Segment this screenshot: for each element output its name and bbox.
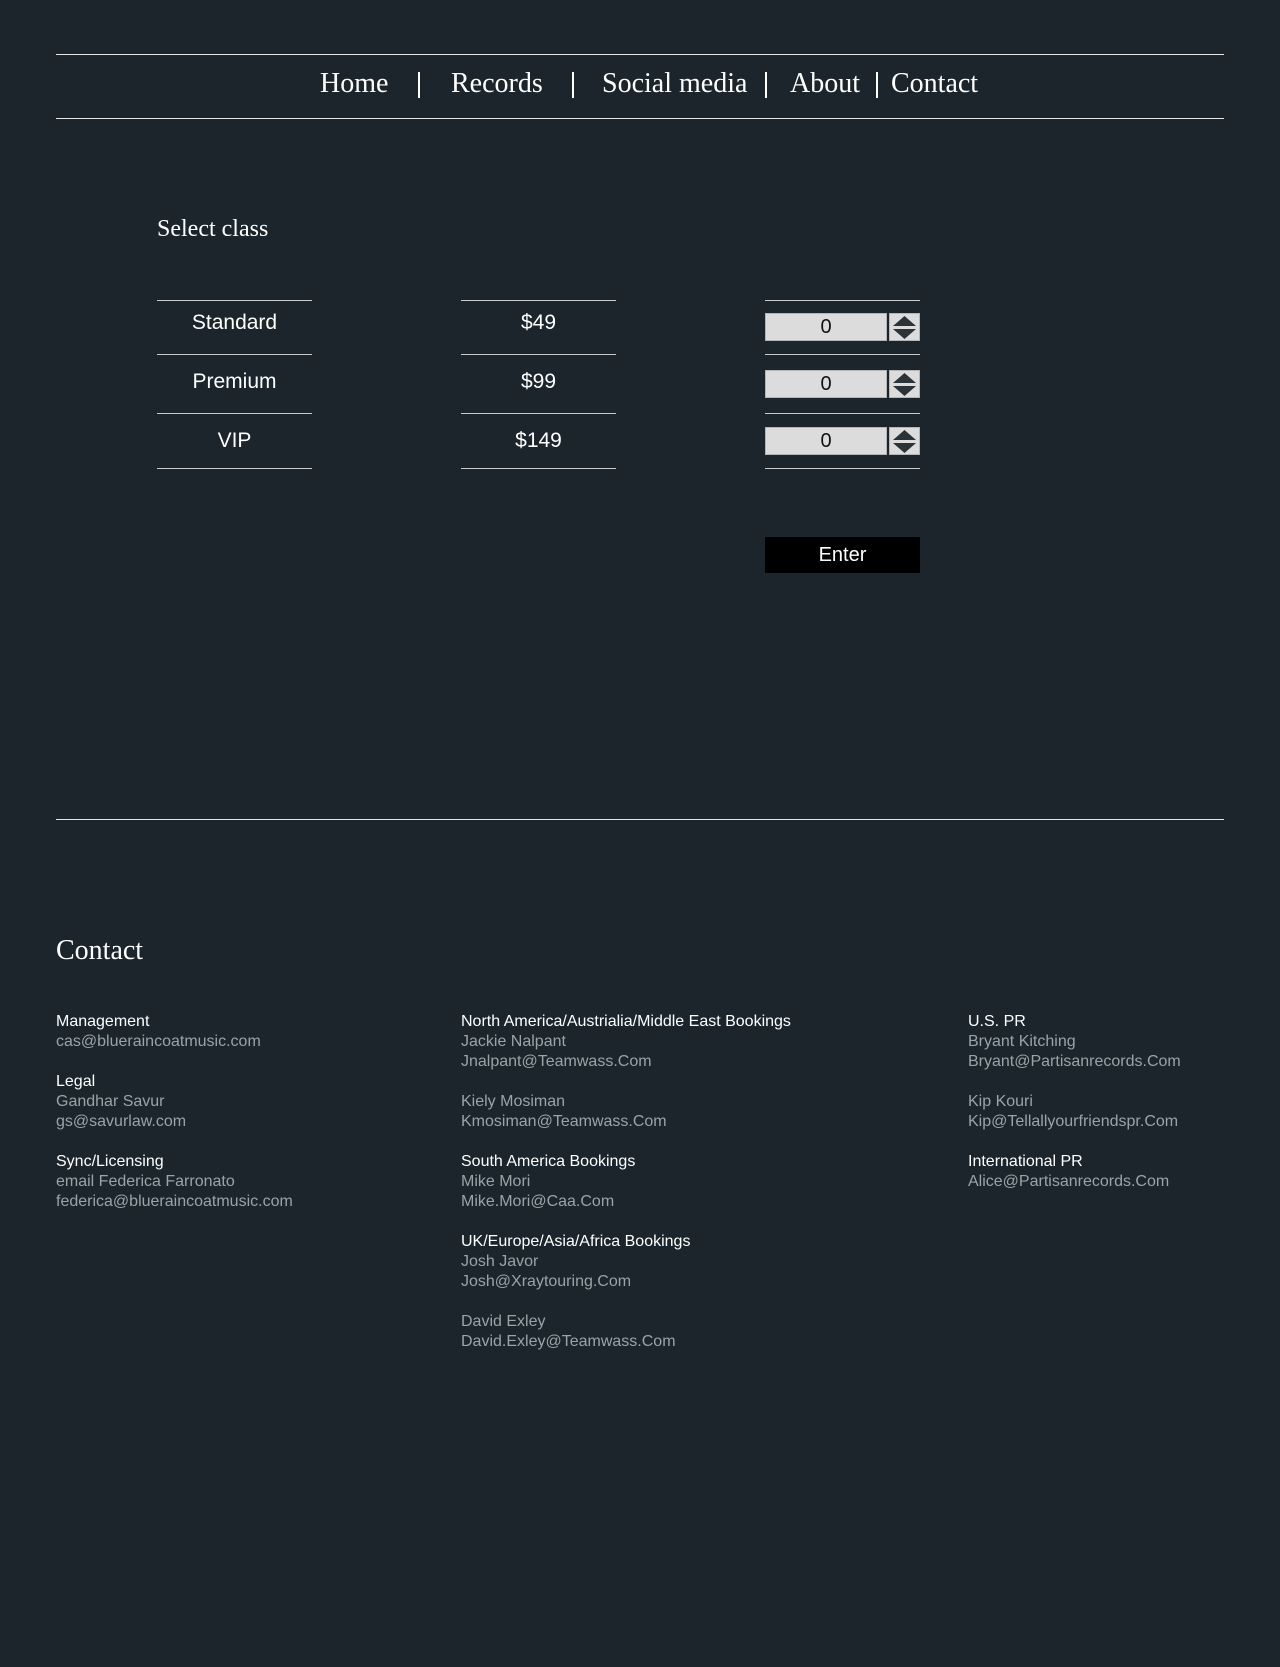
contact-name: Jackie Nalpant [461,1033,566,1050]
quantity-stepper-premium [765,370,920,398]
contact-email[interactable]: Jnalpant@Teamwass.Com [461,1053,652,1070]
contact-email[interactable]: David.Exley@Teamwass.Com [461,1333,676,1350]
contact-column-1 [56,1012,293,1232]
contact-label: South America Bookings [461,1153,636,1170]
contact-name: David Exley [461,1313,546,1330]
contact-group-us-pr-2 [968,1092,1181,1132]
section-divider [56,819,1224,820]
contact-email[interactable]: gs@savurlaw.com [56,1113,187,1130]
decrement-arrow-icon[interactable] [892,328,917,340]
select-class-title: Select class [157,216,269,242]
stepper-buttons [889,427,920,455]
row-divider [765,468,920,469]
contact-column-2 [461,1012,791,1372]
quantity-input-vip[interactable] [765,427,887,455]
row-divider [157,468,312,469]
nav-separator [572,72,574,98]
class-name-standard: Standard [191,311,278,334]
row-divider [765,354,920,355]
row-divider [461,354,616,355]
stepper-buttons [889,370,920,398]
row-divider [157,413,312,414]
increment-arrow-icon[interactable] [892,315,917,327]
contact-group-us-pr [968,1012,1181,1072]
contact-group-international-pr [968,1152,1181,1192]
nav-contact[interactable]: Contact [891,68,979,99]
nav-top-rule [56,54,1224,55]
contact-name: Josh Javor [461,1253,539,1270]
row-divider [157,354,312,355]
quantity-stepper-standard [765,313,920,341]
contact-label: North America/Austrialia/Middle East Bookings [461,1013,791,1030]
contact-name: Mike Mori [461,1173,531,1190]
contact-group-legal [56,1072,293,1132]
quantity-input-standard[interactable] [765,313,887,341]
nav-bottom-rule [56,118,1224,119]
stepper-buttons [889,313,920,341]
contact-group-na-bookings [461,1012,791,1072]
increment-arrow-icon[interactable] [892,372,917,384]
contact-email[interactable]: cas@blueraincoatmusic.com [56,1033,261,1050]
contact-group-na-bookings-2 [461,1092,791,1132]
contact-email[interactable]: Kip@Tellallyourfriendspr.Com [968,1113,1179,1130]
nav-about[interactable]: About [790,68,860,99]
row-divider [765,300,920,301]
row-divider [157,300,312,301]
contact-label: Sync/Licensing [56,1153,164,1170]
contact-name: Bryant Kitching [968,1033,1076,1050]
nav-separator [876,72,878,98]
contact-group-sync [56,1152,293,1212]
contact-column-3 [968,1012,1181,1212]
contact-name: Gandhar Savur [56,1093,165,1110]
contact-email[interactable]: Alice@Partisanrecords.Com [968,1173,1170,1190]
contact-group-uk-bookings [461,1232,791,1292]
row-divider [461,300,616,301]
contact-email[interactable]: Mike.Mori@Caa.Com [461,1193,615,1210]
price-standard: $49 [520,311,557,334]
increment-arrow-icon[interactable] [892,429,917,441]
contact-label: Management [56,1013,150,1030]
contact-label: Legal [56,1073,96,1090]
contact-title: Contact [56,935,144,966]
row-divider [461,468,616,469]
nav-social-media[interactable]: Social media [602,68,748,99]
row-divider [765,413,920,414]
nav-separator [765,72,767,98]
contact-email[interactable]: Bryant@Partisanrecords.Com [968,1053,1181,1070]
class-name-premium: Premium [192,370,277,393]
decrement-arrow-icon[interactable] [892,385,917,397]
contact-name: Kip Kouri [968,1093,1033,1110]
contact-email[interactable]: federica@blueraincoatmusic.com [56,1193,293,1210]
contact-label: UK/Europe/Asia/Africa Bookings [461,1233,691,1250]
contact-group-management [56,1012,293,1052]
quantity-input-premium[interactable] [765,370,887,398]
nav-records[interactable]: Records [451,68,543,99]
row-divider [461,413,616,414]
enter-button[interactable]: Enter [765,537,920,573]
nav-separator [418,72,420,98]
contact-label: U.S. PR [968,1013,1026,1030]
quantity-stepper-vip [765,427,920,455]
price-premium: $99 [520,370,557,393]
contact-name: email Federica Farronato [56,1173,235,1190]
contact-email[interactable]: Kmosiman@Teamwass.Com [461,1113,667,1130]
class-name-vip: VIP [217,429,252,452]
contact-email[interactable]: Josh@Xraytouring.Com [461,1273,632,1290]
contact-label: International PR [968,1153,1083,1170]
decrement-arrow-icon[interactable] [892,442,917,454]
price-vip: $149 [515,429,562,452]
contact-group-sa-bookings [461,1152,791,1212]
contact-group-uk-bookings-2 [461,1312,791,1352]
contact-name: Kiely Mosiman [461,1093,566,1110]
nav-home[interactable]: Home [320,68,389,99]
